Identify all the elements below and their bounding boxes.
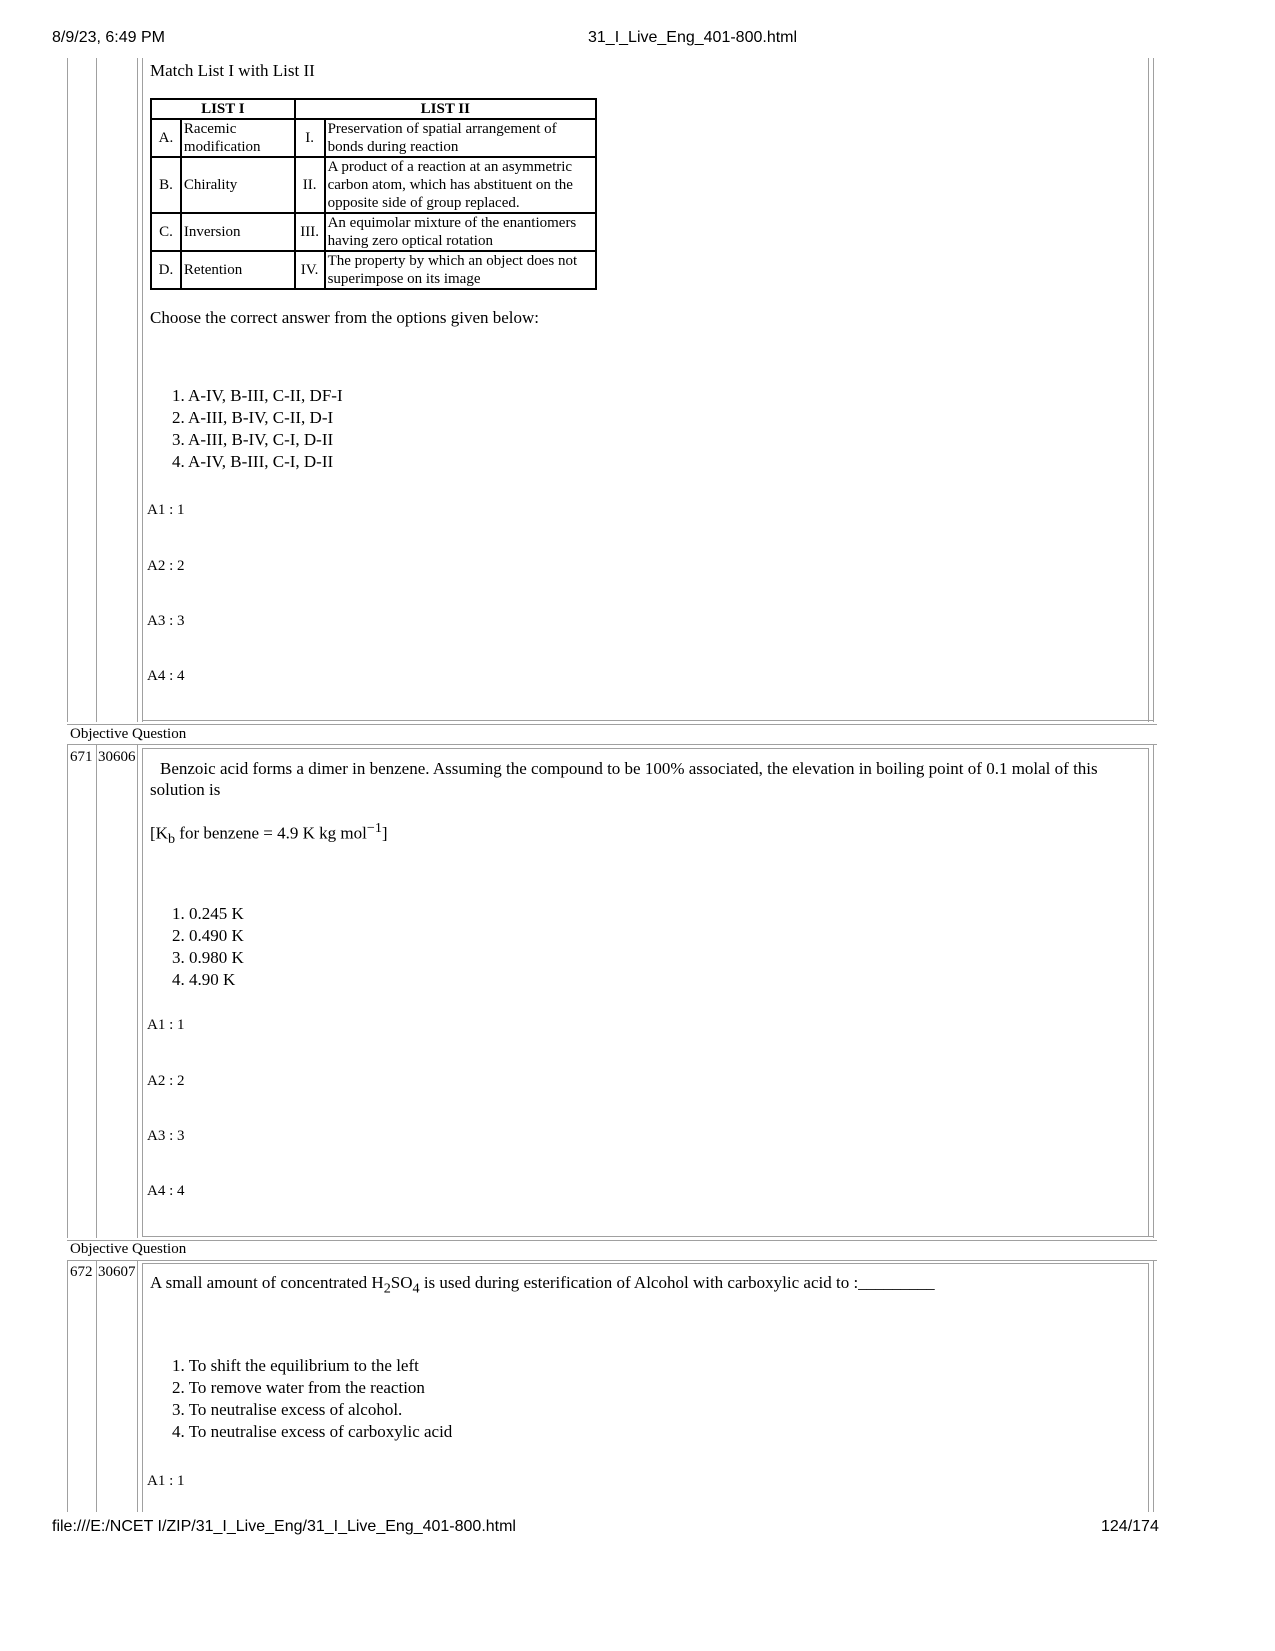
frame-line: [67, 1240, 1157, 1241]
frame-line: [1148, 748, 1149, 1236]
list-ii-header: LIST II: [295, 99, 596, 119]
option-item: 1. A-IV, B-III, C-II, DF-I: [172, 386, 343, 405]
question-number: 671: [70, 749, 93, 765]
frame-line: [142, 1263, 143, 1512]
kb-text: ]: [381, 823, 388, 843]
answer-item: A3 : 3: [147, 1128, 185, 1144]
option-item: 4. 4.90 K: [172, 970, 236, 989]
answer-item: A4 : 4: [147, 668, 185, 684]
frame-line: [137, 58, 138, 722]
option-item: 2. A-III, B-IV, C-II, D-I: [172, 408, 334, 427]
kb-superscript: −1: [366, 820, 382, 836]
page-number: 124/174: [1101, 1518, 1159, 1535]
question-text-part: SO: [390, 1273, 413, 1292]
answer-item: A2 : 2: [147, 558, 185, 574]
row-numeral: II.: [295, 157, 325, 213]
question-id: 30606: [98, 749, 136, 765]
match-table: [150, 98, 597, 290]
row-numeral: IV.: [295, 251, 325, 289]
print-datetime: 8/9/23, 6:49 PM: [52, 29, 165, 46]
frame-line: [67, 744, 68, 1238]
print-title: 31_I_Live_Eng_401-800.html: [588, 29, 798, 46]
frame-line: [1153, 744, 1154, 1238]
answer-item: A4 : 4: [147, 1183, 185, 1199]
frame-line: [142, 748, 143, 1236]
question-prompt: Match List I with List II: [150, 61, 315, 80]
question-id: 30607: [98, 1264, 136, 1280]
frame-line: [67, 744, 1157, 745]
question-instruction: Choose the correct answer from the options given below:: [150, 308, 540, 327]
row-numeral: III.: [295, 213, 325, 251]
answer-item: A1 : 1: [147, 1017, 185, 1033]
option-item: 1. 0.245 K: [172, 904, 244, 923]
frame-line: [1153, 1260, 1154, 1512]
list-i-item: Inversion: [181, 213, 295, 251]
question-text: Benzoic acid forms a dimer in benzene. Assuming the compound to be 100% associated, the elevation in boiling point of 0.1 molal of this solution is: [150, 759, 1098, 799]
row-key: D.: [151, 251, 181, 289]
frame-line: [142, 58, 143, 722]
kb-note: [150, 820, 388, 848]
print-url: file:///E:/NCET I/ZIP/31_I_Live_Eng/31_I_Live_Eng_401-800.html: [52, 1518, 516, 1535]
formula-subscript: 4: [412, 1280, 420, 1297]
formula-subscript: 2: [383, 1280, 391, 1297]
frame-line: [67, 58, 68, 722]
option-list: [172, 903, 244, 991]
answer-item: A1 : 1: [147, 502, 185, 518]
answer-item: A2 : 2: [147, 1073, 185, 1089]
kb-subscript: b: [167, 831, 176, 848]
list-ii-item: A product of a reaction at an asymmetric carbon atom, which has abstituent on the opposite side of group replaced.: [325, 157, 596, 213]
frame-line: [96, 58, 97, 722]
option-item: 3. A-III, B-IV, C-I, D-II: [172, 430, 334, 449]
list-i-item: Chirality: [181, 157, 295, 213]
answer-item: A3 : 3: [147, 613, 185, 629]
list-ii-item: An equimolar mixture of the enantiomers having zero optical rotation: [325, 213, 596, 251]
kb-text: for benzene = 4.9 K kg mol: [175, 823, 367, 843]
frame-line: [67, 724, 1157, 725]
question-number: 672: [70, 1264, 93, 1280]
row-key: B.: [151, 157, 181, 213]
option-item: 2. 0.490 K: [172, 926, 244, 945]
question-text: [150, 1273, 935, 1297]
frame-line: [142, 720, 1153, 721]
frame-line: [96, 1260, 97, 1512]
frame-line: [142, 1236, 1153, 1237]
option-item: 2. To remove water from the reaction: [172, 1378, 425, 1397]
list-i-item: Retention: [181, 251, 295, 289]
row-key: A.: [151, 119, 181, 157]
option-item: 4. A-IV, B-III, C-I, D-II: [172, 452, 334, 471]
frame-line: [137, 744, 138, 1238]
frame-line: [67, 1260, 1157, 1261]
option-list: [172, 385, 343, 473]
frame-line: [96, 744, 97, 1238]
kb-text: [K: [150, 823, 168, 843]
row-numeral: I.: [295, 119, 325, 157]
list-i-item: Racemic modification: [181, 119, 295, 157]
list-ii-item: Preservation of spatial arrangement of bonds during reaction: [325, 119, 596, 157]
option-item: 1. To shift the equilibrium to the left: [172, 1356, 419, 1375]
frame-line: [142, 1263, 1148, 1264]
question-text-part: is used during esterification of Alcohol with carboxylic acid to :_________: [419, 1273, 935, 1292]
question-type-label: Objective Question: [70, 726, 187, 742]
frame-line: [1148, 1263, 1149, 1512]
frame-line: [1153, 58, 1154, 722]
frame-line: [137, 1260, 138, 1512]
row-key: C.: [151, 213, 181, 251]
frame-line: [1148, 58, 1149, 722]
frame-line: [67, 1260, 68, 1512]
option-item: 3. 0.980 K: [172, 948, 244, 967]
list-ii-item: The property by which an object does not superimpose on its image: [325, 251, 596, 289]
answer-item: A1 : 1: [147, 1473, 185, 1489]
question-type-label: Objective Question: [70, 1241, 187, 1257]
option-item: 3. To neutralise excess of alcohol.: [172, 1400, 403, 1419]
option-item: 4. To neutralise excess of carboxylic acid: [172, 1422, 453, 1441]
question-text-part: A small amount of concentrated H: [150, 1273, 384, 1292]
list-i-header: LIST I: [151, 99, 295, 119]
frame-line: [142, 748, 1148, 749]
option-list: [172, 1355, 452, 1443]
